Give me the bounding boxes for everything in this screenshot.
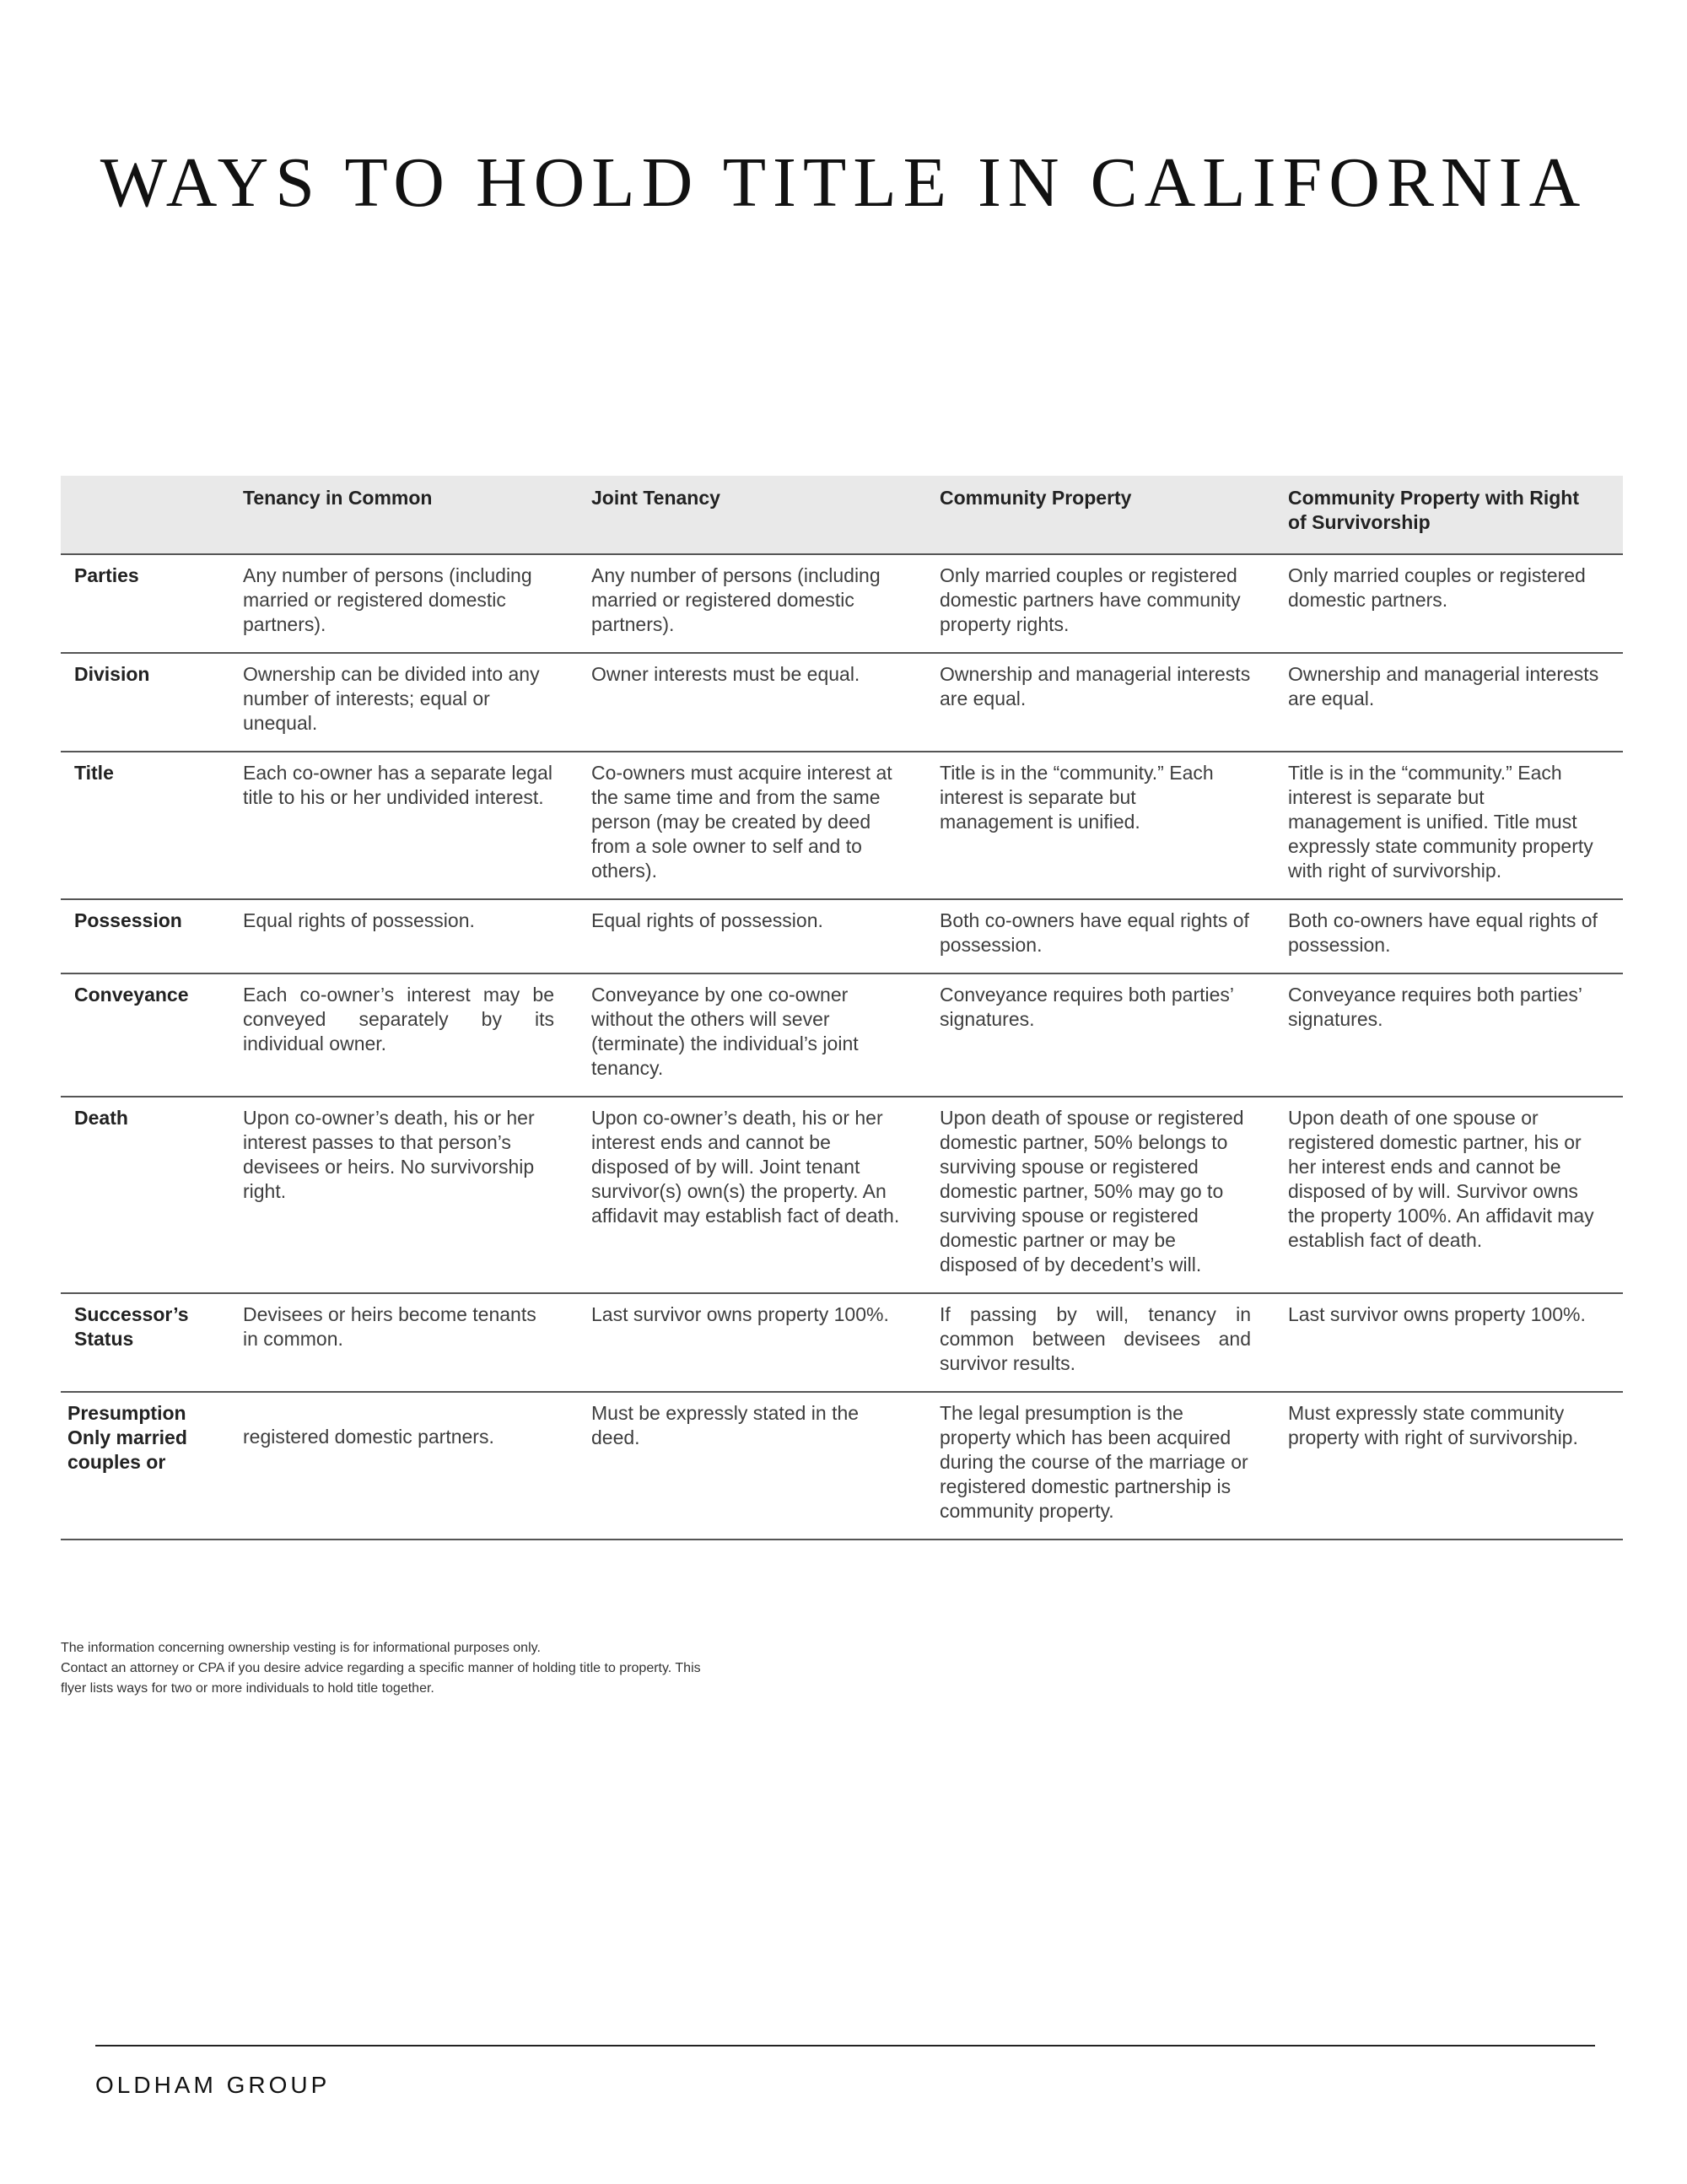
table-cell: Conveyance by one co-owner without the others will sever (terminate) the individual’s joint tenancy.: [578, 973, 926, 1097]
table-cell: Owner interests must be equal.: [578, 653, 926, 752]
table-row: [61, 1392, 1623, 1540]
title-comparison-table-wrapper: [61, 476, 1623, 1540]
header-cell-empty: [61, 476, 229, 554]
header-joint-tenancy: Joint Tenancy: [578, 476, 926, 554]
disclaimer-footnote: [61, 1638, 837, 1699]
row-label-possession: Possession: [61, 899, 229, 973]
footnote-line: flyer lists ways for two or more individuals to hold title together.: [61, 1681, 434, 1696]
table-cell: Conveyance requires both parties’ signatures.: [1275, 973, 1623, 1097]
table-cell: Must be expressly stated in the deed.: [578, 1392, 926, 1540]
table-cell: Equal rights of possession.: [229, 899, 578, 973]
table-cell: Equal rights of possession.: [578, 899, 926, 973]
row-label-death: Death: [61, 1097, 229, 1293]
table-cell: Ownership and managerial interests are equal.: [926, 653, 1275, 752]
row-label-conveyance: Conveyance: [61, 973, 229, 1097]
table-cell: Any number of persons (including married or registered domestic partners).: [229, 554, 578, 653]
header-tenancy-in-common: Tenancy in Common: [229, 476, 578, 554]
table-cell: Last survivor owns property 100%.: [578, 1293, 926, 1392]
table-row: [61, 973, 1623, 1097]
table-cell: Conveyance requires both parties’ signatures.: [926, 973, 1275, 1097]
table-cell: Only married couples or registered domestic partners.: [1275, 554, 1623, 653]
table-cell: Last survivor owns property 100%.: [1275, 1293, 1623, 1392]
table-cell: Co-owners must acquire interest at the same time and from the same person (may be created by deed from a sole owner to self and to others).: [578, 752, 926, 899]
table-header-row: [61, 476, 1623, 554]
table-cell: Upon death of spouse or registered domestic partner, 50% belongs to surviving spouse or registered domestic partner, 50% may go to surviving spouse or registered domestic partner or may be disposed of by decedent’s will.: [926, 1097, 1275, 1293]
table-row: [61, 1293, 1623, 1392]
header-community-property: Community Property: [926, 476, 1275, 554]
brand-name: OLDHAM GROUP: [95, 2072, 331, 2098]
title-comparison-table: [61, 476, 1623, 1540]
table-cell: Both co-owners have equal rights of possession.: [926, 899, 1275, 973]
row-label-successors-status: Successor’s Status: [61, 1293, 229, 1392]
table-cell: Must expressly state community property with right of survivorship.: [1275, 1392, 1623, 1540]
table-cell: Title is in the “community.” Each interest is separate but management is unified. Title must expressly state community property with right of survivorship.: [1275, 752, 1623, 899]
table-cell: registered domestic partners.: [229, 1392, 578, 1540]
table-row: [61, 899, 1623, 973]
row-label-presumption: Presumption Only married couples or: [61, 1392, 229, 1540]
table-cell: Upon co-owner’s death, his or her interest ends and cannot be disposed of by will. Joint tenant survivor(s) own(s) the property. An affidavit may establish fact of death.: [578, 1097, 926, 1293]
table-cell: Ownership and managerial interests are equal.: [1275, 653, 1623, 752]
table-cell: The legal presumption is the property which has been acquired during the course of the marriage or registered domestic partnership is community property.: [926, 1392, 1275, 1540]
table-cell: Each co-owner’s interest may be conveyed separately by its individual owner.: [229, 973, 578, 1097]
table-cell: If passing by will, tenancy in common between devisees and survivor results.: [926, 1293, 1275, 1392]
table-cell: Devisees or heirs become tenants in common.: [229, 1293, 578, 1392]
footnote-line: The information concerning ownership vesting is for informational purposes only.: [61, 1641, 541, 1655]
header-community-property-survivorship: Community Property with Right of Survivorship: [1275, 476, 1623, 554]
table-row: [61, 752, 1623, 899]
footer-divider: [95, 2045, 1595, 2046]
table-row: [61, 653, 1623, 752]
table-row: [61, 1097, 1623, 1293]
table-cell: Title is in the “community.” Each interest is separate but management is unified.: [926, 752, 1275, 899]
table-cell: Ownership can be divided into any number of interests; equal or unequal.: [229, 653, 578, 752]
table-cell: Upon co-owner’s death, his or her interest passes to that person’s devisees or heirs. No survivorship right.: [229, 1097, 578, 1293]
row-label-division: Division: [61, 653, 229, 752]
footnote-line: Contact an attorney or CPA if you desire advice regarding a specific manner of holding title to property. This: [61, 1661, 701, 1675]
table-cell: Upon death of one spouse or registered domestic partner, his or her interest ends and cannot be disposed of by will. Survivor owns the property 100%. An affidavit may establish fact of death.: [1275, 1097, 1623, 1293]
row-label-parties: Parties: [61, 554, 229, 653]
table-cell: Only married couples or registered domestic partners have community property rights.: [926, 554, 1275, 653]
table-row: [61, 554, 1623, 653]
table-cell: Any number of persons (including married or registered domestic partners).: [578, 554, 926, 653]
table-cell: Each co-owner has a separate legal title to his or her undivided interest.: [229, 752, 578, 899]
table-cell: Both co-owners have equal rights of possession.: [1275, 899, 1623, 973]
page-title: WAYS TO HOLD TITLE IN CALIFORNIA: [100, 143, 1587, 222]
row-label-title: Title: [61, 752, 229, 899]
